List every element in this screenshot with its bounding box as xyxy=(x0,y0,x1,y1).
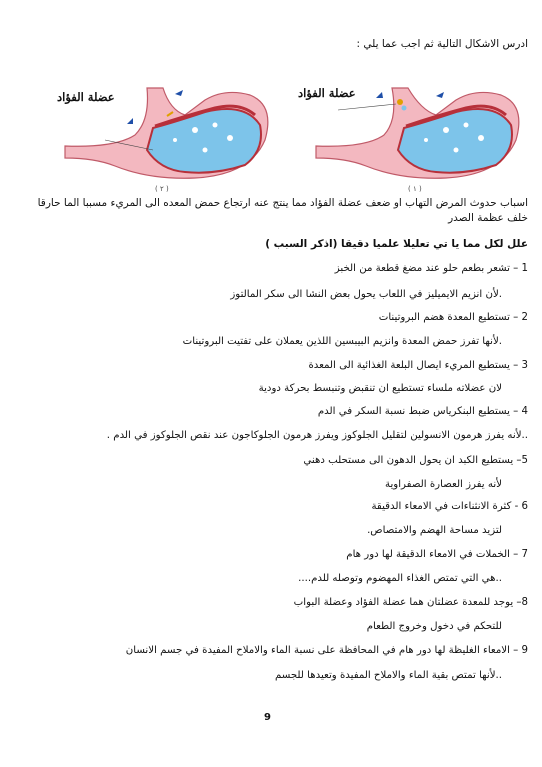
page-number: 9 xyxy=(264,712,271,723)
answer-6: لتزيد مساحة الهضم والامتصاص. xyxy=(367,525,502,536)
question-8: 8– يوجد للمعدة عضلتان هما عضلة الفؤاد وعضلة البواب xyxy=(293,597,528,608)
answer-1: .لأن انزيم الايميليز في اللعاب يحول بعض النشا الى سكر المالتوز xyxy=(230,289,502,300)
figure-number-2: ( ٢ ) xyxy=(155,185,169,193)
intro-instruction: ادرس الاشكال التالية ثم اجب عما يلي : xyxy=(356,38,528,50)
cardiac-muscle-label-2: عضلة الفؤاد xyxy=(57,90,115,104)
answer-8: للتحكم في دخول وخروج الطعام xyxy=(366,621,502,632)
stomach-figure-2 xyxy=(55,80,285,193)
section-title: علل لكل مما يا تي تعليلا علميا دقيقا (اذكر السبب ) xyxy=(265,238,528,250)
answer-3: لان عضلاته ملساء تستطيع ان تنقبض وتنبسط بحركة دودية xyxy=(258,383,502,394)
question-3: 3 – يستطيع المريء ايصال البلعة الغذائية الى المعدة xyxy=(308,360,528,371)
answer-4: ..لأنه يفرز هرمون الانسولين لتقليل الجلوكوز ويفرز هرمون الجلوكاجون عند نقص الجلوكوز في الدم . xyxy=(106,430,528,441)
question-4: 4 – يستطيع البنكرياس ضبط نسبة السكر في الدم xyxy=(317,406,528,417)
question-1: 1 – تشعر بطعم حلو عند مضغ قطعة من الخبز xyxy=(334,263,528,274)
figure-number-1: ( ١ ) xyxy=(408,185,422,193)
question-6: 6 - كثرة الانثناءات في الامعاء الدقيقة xyxy=(371,501,528,512)
answer-9: ..لأنها تمتص بقية الماء والاملاح المفيدة وتعيدها للجسم xyxy=(274,670,502,681)
answer-5: لأنه يفرز العصارة الصفراوية xyxy=(385,479,502,490)
cardiac-muscle-label-1: عضلة الفؤاد xyxy=(298,86,356,100)
answer-2: .لأنها تفرز حمض المعدة وانزيم البيبسين اللذين يعملان على تفتيت البروتينات xyxy=(182,336,502,347)
causes-paragraph: اسباب حدوث المرض التهاب او ضعف عضلة الفؤاد مما ينتج عنه ارتجاع حمض المعده الى المريء مسببا الما حارقا خلف عظمة الصدر xyxy=(37,197,528,224)
question-5: 5– يستطيع الكبد ان يحول الدهون الى مستحلب دهني xyxy=(303,455,528,466)
question-7: 7 – الخملات في الامعاء الدقيقة لها دور هام xyxy=(346,549,528,560)
question-9: 9 – الامعاء الغليظة لها دور هام في المحافظة على نسبة الماء والاملاح المفيدة في جسم الانسان xyxy=(125,645,528,656)
stomach-figure-1 xyxy=(298,80,538,193)
answer-7: ..هي التي تمتص الغذاء المهضوم وتوصله للدم.... xyxy=(298,573,502,584)
question-2: 2 – تستطيع المعدة هضم البروتينات xyxy=(378,312,528,323)
